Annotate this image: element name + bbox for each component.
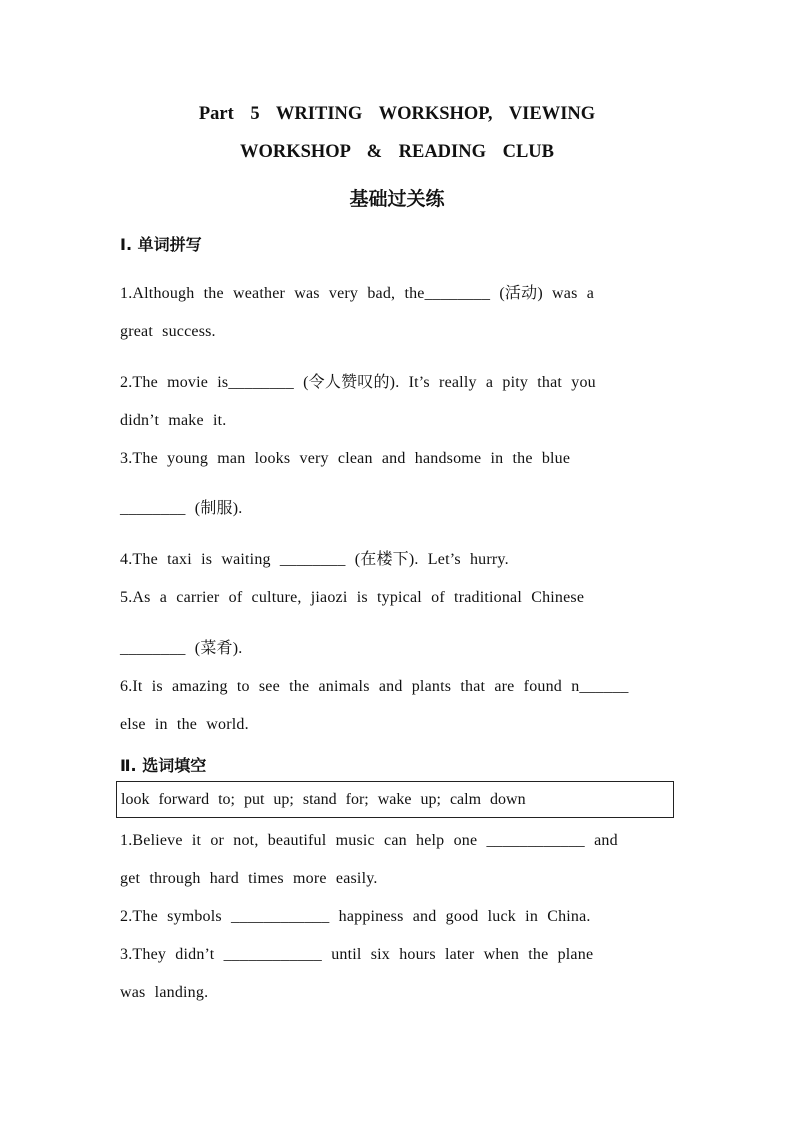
spelling-q5-line-1: 5.As a carrier of culture, jiaozi is typical of traditional Chinese bbox=[120, 589, 585, 606]
spelling-q2-line-1: 2.The movie is________ (令人赞叹的). It’s really a pity that you bbox=[120, 374, 596, 391]
spelling-q5-line-2: ________ (菜肴). bbox=[120, 640, 243, 657]
spelling-q1-line-1: 1.Although the weather was very bad, the________ (活动) was a bbox=[120, 285, 595, 302]
word-bank-box bbox=[116, 781, 674, 818]
word-bank-text: look forward to; put up; stand for; wake up; calm down bbox=[121, 791, 526, 808]
spelling-q1-line-2: great success. bbox=[120, 323, 216, 340]
word-choice-q3-line-1: 3.They didn’t ____________ until six hours later when the plane bbox=[120, 946, 594, 963]
spelling-q6-line-2: else in the world. bbox=[120, 716, 249, 733]
word-choice-q1-line-1: 1.Believe it or not, beautiful music can help one ____________ and bbox=[120, 832, 618, 849]
spelling-q4-line-1: 4.The taxi is waiting ________ (在楼下). Let’s hurry. bbox=[120, 551, 509, 568]
section-heading-spelling: Ⅰ. 单词拼写 bbox=[120, 235, 202, 254]
word-choice-q2-line-1: 2.The symbols ____________ happiness and good luck in China. bbox=[120, 908, 591, 925]
spelling-q2-line-2: didn’t make it. bbox=[120, 412, 227, 429]
word-choice-q1-line-2: get through hard times more easily. bbox=[120, 870, 378, 887]
page-title-line-2: WORKSHOP & READING CLUB bbox=[239, 142, 555, 162]
page-subtitle: 基础过关练 bbox=[349, 188, 445, 210]
word-choice-q3-line-2: was landing. bbox=[120, 984, 209, 1001]
page-title-line-1: Part 5 WRITING WORKSHOP, VIEWING bbox=[198, 104, 596, 124]
spelling-q6-line-1: 6.It is amazing to see the animals and plants that are found n______ bbox=[120, 678, 629, 695]
spelling-q3-line-1: 3.The young man looks very clean and handsome in the blue bbox=[120, 450, 571, 467]
section-heading-word-choice: Ⅱ. 选词填空 bbox=[120, 756, 207, 775]
spelling-q3-line-2: ________ (制服). bbox=[120, 500, 243, 517]
